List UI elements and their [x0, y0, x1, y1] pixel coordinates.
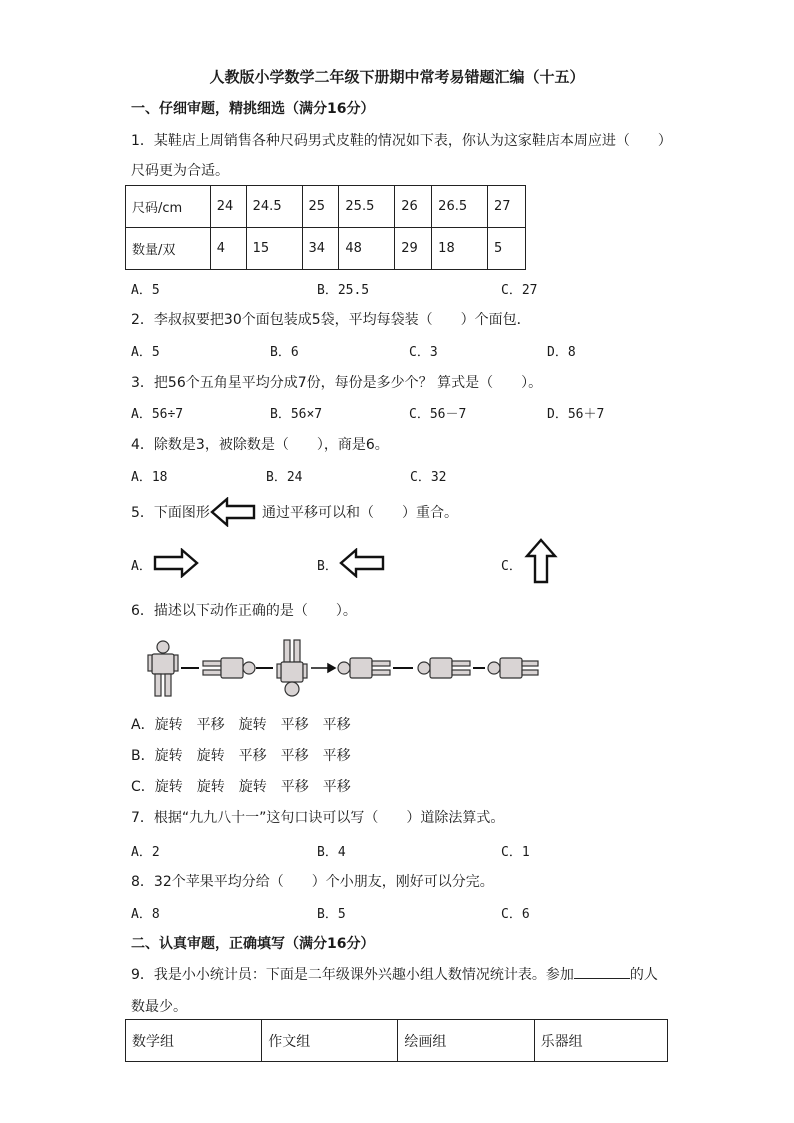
section-2-heading: 二、认真审题，正确填写（满分16分）: [131, 936, 375, 952]
q6-option-c[interactable]: C．旋转 旋转 旋转 平移 平移: [131, 779, 351, 795]
question-3: 3．把56个五角星平均分成7份，每份是多少个？ 算式是（ ）。: [131, 375, 543, 391]
q2-option-c[interactable]: C．3: [409, 345, 438, 360]
table-cell: 15: [246, 228, 302, 270]
question-1-line-2: 尺码更为合适。: [131, 163, 229, 179]
q8-option-a[interactable]: A．8: [131, 907, 160, 922]
table-cell: 48: [339, 228, 395, 270]
q8-option-b[interactable]: B．5: [317, 907, 346, 922]
q2-option-b[interactable]: B．6: [270, 345, 299, 360]
section-1-heading: 一、仔细审题，精挑细选（满分16分）: [131, 101, 375, 117]
q3-option-c[interactable]: C．56－7: [409, 407, 467, 422]
question-9-line-1: [131, 964, 658, 984]
table-cell: 29: [395, 228, 432, 270]
question-7: 7．根据“九九八十一”这句口诀可以写（ ）道除法算式。: [131, 810, 505, 826]
upside-down-figure-icon: [277, 640, 307, 696]
q7-option-a[interactable]: A．2: [131, 845, 160, 860]
q1-option-c[interactable]: C．27: [501, 283, 538, 298]
q7-option-c[interactable]: C．1: [501, 845, 530, 860]
q8-option-c[interactable]: C．6: [501, 907, 530, 922]
table-cell: 数学组: [126, 1020, 262, 1062]
q3-option-a[interactable]: A．56÷7: [131, 407, 184, 422]
table-cell: 乐器组: [534, 1020, 667, 1062]
question-8: 8．32个苹果平均分给（ ）个小朋友，刚好可以分完。: [131, 874, 494, 890]
answer-blank[interactable]: [574, 964, 630, 979]
shoe-size-table: [125, 185, 526, 270]
table-cell: 27: [488, 186, 526, 228]
q4-option-c[interactable]: C．32: [410, 470, 447, 485]
table-cell: 34: [302, 228, 339, 270]
q5-option-a[interactable]: A．: [131, 559, 152, 574]
question-4: 4．除数是3，被除数是（ ），商是6。: [131, 437, 389, 453]
lying-figure-icon: [203, 658, 255, 678]
q5-option-b[interactable]: B．: [317, 559, 338, 574]
figure-motion-sequence: [145, 638, 540, 698]
table-cell: 绘画组: [398, 1020, 534, 1062]
q1-option-b[interactable]: B．25.5: [317, 283, 370, 298]
lying-figure-icon: [488, 658, 538, 678]
standing-figure-icon: [148, 641, 178, 696]
q2-option-a[interactable]: A．5: [131, 345, 160, 360]
question-9-text-b: 的人: [629, 967, 658, 983]
left-arrow-icon[interactable]: [339, 548, 385, 578]
up-arrow-icon[interactable]: [524, 538, 558, 584]
table-cell: 数量/双: [126, 228, 211, 270]
question-6: 6．描述以下动作正确的是（ ）。: [131, 603, 357, 619]
q6-option-a[interactable]: A．旋转 平移 旋转 平移 平移: [131, 717, 351, 733]
question-1-line-1: 1．某鞋店上周销售各种尺码男式皮鞋的情况如下表，你认为这家鞋店本周应进（ ）: [131, 133, 672, 149]
q3-option-b[interactable]: B．56×7: [270, 407, 323, 422]
table-cell: 26.5: [432, 186, 488, 228]
lying-figure-icon: [418, 658, 470, 678]
q6-option-b[interactable]: B．旋转 旋转 平移 平移 平移: [131, 748, 351, 764]
table-cell: 25.5: [339, 186, 395, 228]
q4-option-b[interactable]: B．24: [266, 470, 303, 485]
interest-group-table: [125, 1019, 668, 1062]
table-cell: 24.5: [246, 186, 302, 228]
table-cell: 5: [488, 228, 526, 270]
table-row: [126, 228, 526, 270]
q1-option-a[interactable]: A．5: [131, 283, 160, 298]
table-cell: 4: [210, 228, 246, 270]
table-row: [126, 1020, 668, 1062]
question-5-text-b: 通过平移可以和（ ）重合。: [262, 505, 458, 521]
q7-option-b[interactable]: B．4: [317, 845, 346, 860]
q3-option-d[interactable]: D．56＋7: [547, 407, 605, 422]
right-arrow-icon[interactable]: [153, 548, 199, 578]
table-cell: 作文组: [262, 1020, 398, 1062]
table-cell: 18: [432, 228, 488, 270]
question-9-line-2: 数最少。: [131, 999, 187, 1015]
table-cell: 24: [210, 186, 246, 228]
q5-option-c[interactable]: C．: [501, 559, 522, 574]
table-cell: 尺码/cm: [126, 186, 211, 228]
table-cell: 25: [302, 186, 339, 228]
question-5-text-a: 5．下面图形: [131, 505, 210, 521]
table-row: [126, 186, 526, 228]
page-title: 人教版小学数学二年级下册期中常考易错题汇编（十五）: [209, 68, 585, 86]
table-cell: 26: [395, 186, 432, 228]
left-arrow-icon: [210, 497, 256, 527]
question-2: 2．李叔叔要把30个面包装成5袋，平均每袋装（ ）个面包．: [131, 312, 531, 328]
question-9-text-a: 9．我是小小统计员：下面是二年级课外兴趣小组人数情况统计表。参加: [131, 967, 574, 983]
q4-option-a[interactable]: A．18: [131, 470, 168, 485]
lying-figure-icon: [338, 658, 390, 678]
q2-option-d[interactable]: D．8: [547, 345, 576, 360]
